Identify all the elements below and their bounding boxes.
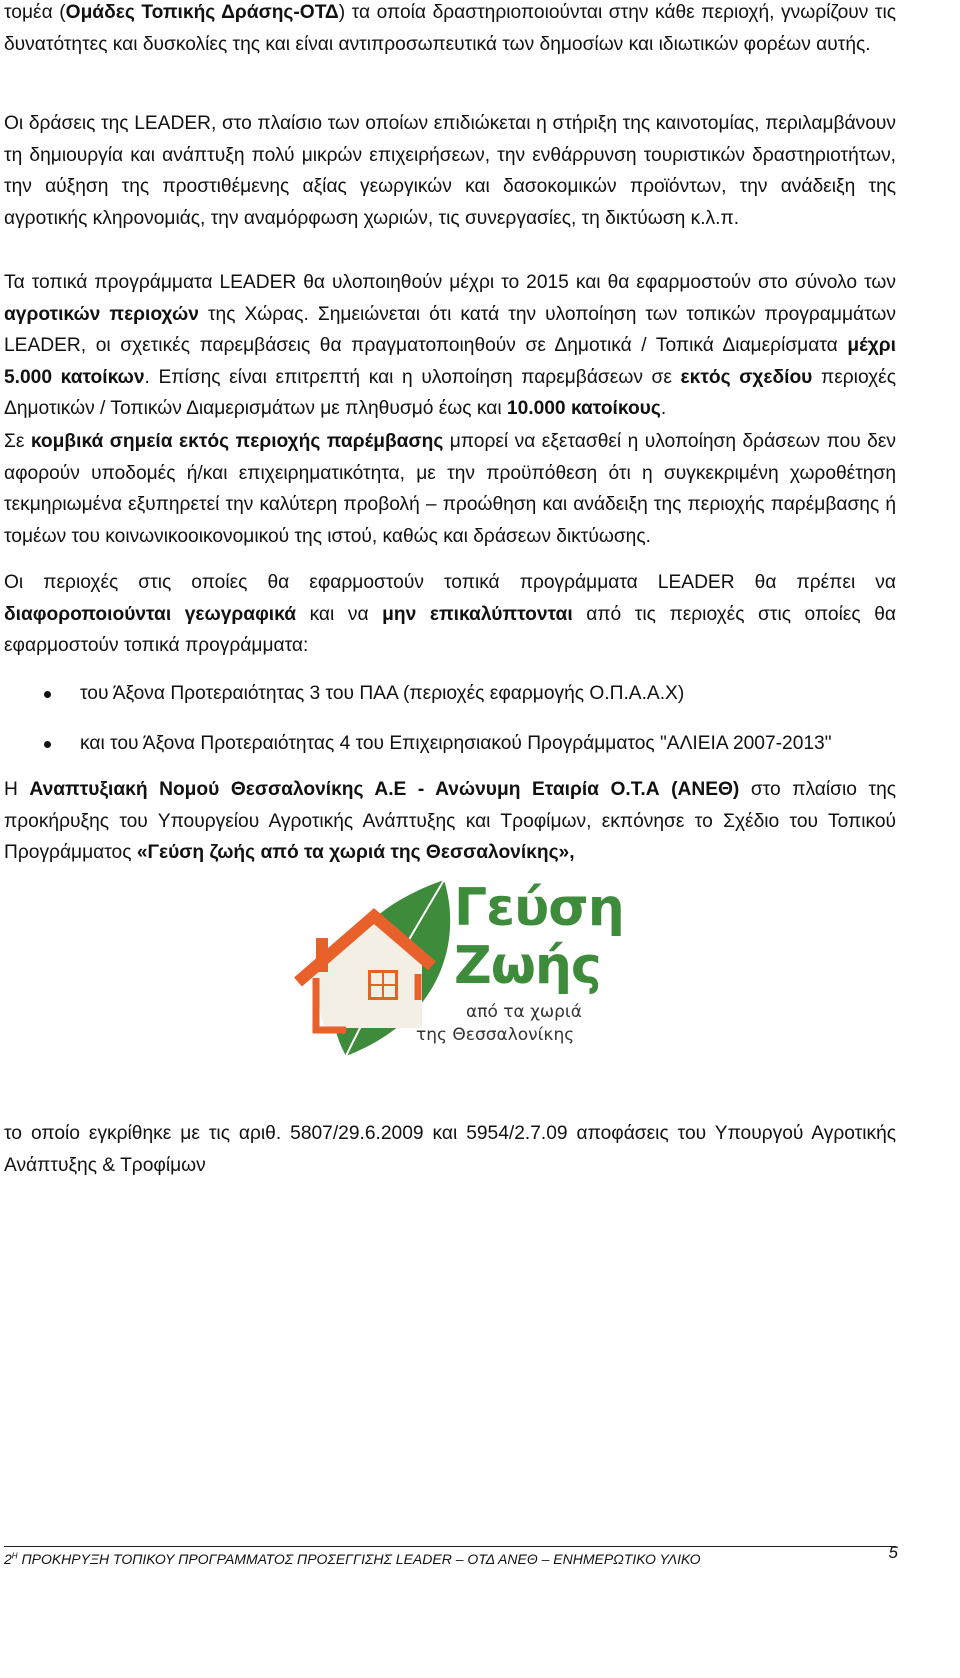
bold-text: Αναπτυξιακή Νομού Θεσσαλονίκης Α.Ε - Ανώνυμη Εταιρία Ο.Τ.Α (ΑΝΕΘ) xyxy=(29,779,740,800)
list-item-text: του Άξονα Προτεραιότητας 3 του ΠΑΑ (περιοχές εφαρμογής Ο.Π.Α.Α.Χ) xyxy=(80,683,685,704)
bullet-icon xyxy=(44,741,51,748)
text: τομέα ( xyxy=(4,2,66,23)
text: Οι περιοχές στις οποίες θα εφαρμοστούν τοπικά προγράμματα LEADER θα πρέπει να xyxy=(4,572,896,593)
text: Σε xyxy=(4,431,31,452)
paragraph-key-points xyxy=(4,426,896,552)
logo-title-1: Γεύση xyxy=(454,878,624,938)
text: ) τα οποία δραστηριοποιούνται στην κάθε περιοχή, γνωρίζουν τις δυνατότητες και δυσκολίες της και είναι αντιπροσωπευτικά των δημοσίων και ιδιωτικών φορέων αυτής. xyxy=(4,2,896,55)
text: μπορεί να εξετασθεί η υλοποίηση δράσεων που δεν αφορούν υποδομές ή/και επιχειρηματικότητα, με την προϋπόθεση ότι η συγκεκριμένη χωροθέτηση τεκμηριωμένα εξυπηρετεί την καλύτερη προβολή – προώθηση και ανάδειξη της περιοχής παρέμβασης ή τομέων του κοινωνικοοικονομικού της ιστού, καθώς και δράσεων δικτύωσης. xyxy=(4,431,896,547)
page-number: 5 xyxy=(888,1543,898,1562)
bullet-icon xyxy=(44,691,51,698)
logo-title-2: Ζωής xyxy=(454,936,601,996)
footer-text: ΠΡΟΚΗΡΥΞΗ ΤΟΠΙΚΟΥ ΠΡΟΓΡΑΜΜΑΤΟΣ ΠΡΟΣΕΓΓΙΣΗΣ LEADER – ΟΤΔ ΑΝΕΘ – ΕΝΗΜΕΡΩΤΙΚΟ ΥΛΙΚΟ xyxy=(17,1551,701,1567)
text: Η xyxy=(4,779,30,800)
paragraph-leader-actions xyxy=(4,108,896,234)
text: το οποίο εγκρίθηκε με τις αριθ. 5807/29.6.2009 και 5954/2.7.09 αποφάσεις του Υπουργού Αγροτικής Ανάπτυξης & Τροφίμων xyxy=(4,1123,896,1176)
paragraph-approval xyxy=(4,1118,896,1181)
bold-text: Ομάδες Τοπικής Δράσης-ΟΤΔ xyxy=(65,2,339,23)
text: . xyxy=(660,398,667,419)
text: στο πλαίσιο της προκήρυξης του Υπουργείου Αγροτικής Ανάπτυξης και Τροφίμων, εκπόνησε το Σχέδιο του Τοπικού Προγράμματος xyxy=(4,779,896,863)
text: της Χώρας. Σημειώνεται ότι κατά την υλοποίηση των τοπικών προγραμμάτων LEADER, οι σχετικές παρεμβάσεις θα πραγματοποιηθούν σε Δημοτικά / Τοπικά Διαμερίσματα xyxy=(4,303,896,356)
geusi-zois-logo xyxy=(294,878,624,1068)
footer-superscript: Η xyxy=(11,1551,18,1561)
footer-title xyxy=(4,1551,701,1567)
bold-text: μην επικαλύπτονται xyxy=(382,603,573,625)
page-footer xyxy=(4,1543,898,1567)
bold-text: μέχρι 5.000 κατοίκων xyxy=(4,335,896,388)
text: και να xyxy=(296,603,383,625)
bold-text: 10.000 κατοίκους xyxy=(506,398,661,419)
text: . Επίσης είναι επιτρεπτή και η υλοποίηση παρεμβάσεων σε xyxy=(144,366,681,388)
paragraph-leader-programs xyxy=(4,267,896,425)
bold-text: αγροτικών περιοχών xyxy=(4,303,199,325)
bold-text: «Γεύση ζωής από τα χωριά της Θεσσαλονίκης», xyxy=(136,842,575,863)
logo-subtitle-2: της Θεσσαλονίκης xyxy=(416,1025,575,1045)
text: Οι δράσεις της LEADER, στο πλαίσιο των οποίων επιδιώκεται η στήριξη της καινοτομίας, περιλαμβάνουν τη δημιουργία και ανάπτυξη πολύ μικρών επιχειρήσεων, την ενθάρρυνση τουριστικών δραστηριοτήτων, την αύξηση της προστιθέμενης αξίας γεωργικών και δασοκομικών προϊόντων, την ανάδειξη της αγροτικής κληρονομιάς, την αναμόρφωση χωριών, τις συνεργασίες, τη δικτύωση κ.λ.π. xyxy=(4,113,896,229)
bold-text: κομβικά σημεία εκτός περιοχής παρέμβασης xyxy=(30,431,444,452)
paragraph-otd xyxy=(4,0,896,60)
text: περιοχές Δημοτικών / Τοπικών Διαμερισμάτων με πληθυσμό έως και xyxy=(4,366,896,419)
footer-number: 2 xyxy=(4,1551,12,1567)
bold-text: διαφοροποιούνται γεωγραφικά xyxy=(4,603,296,625)
list-item-text: και του Άξονα Προτεραιότητας 4 του Επιχειρησιακού Προγράμματος "ΑΛΙΕΙΑ 2007-2013" xyxy=(80,733,832,754)
paragraph-aneth xyxy=(4,774,896,869)
paragraph-areas xyxy=(4,567,896,662)
bold-text: εκτός σχεδίου xyxy=(680,366,813,388)
text: από τις περιοχές στις οποίες θα εφαρμοστούν τοπικά προγράμματα: xyxy=(4,603,896,656)
text: Τα τοπικά προγράμματα LEADER θα υλοποιηθούν μέχρι το 2015 και θα εφαρμοστούν στο σύνολο των xyxy=(4,272,896,293)
logo-subtitle-1: από τα χωριά xyxy=(466,1002,582,1022)
